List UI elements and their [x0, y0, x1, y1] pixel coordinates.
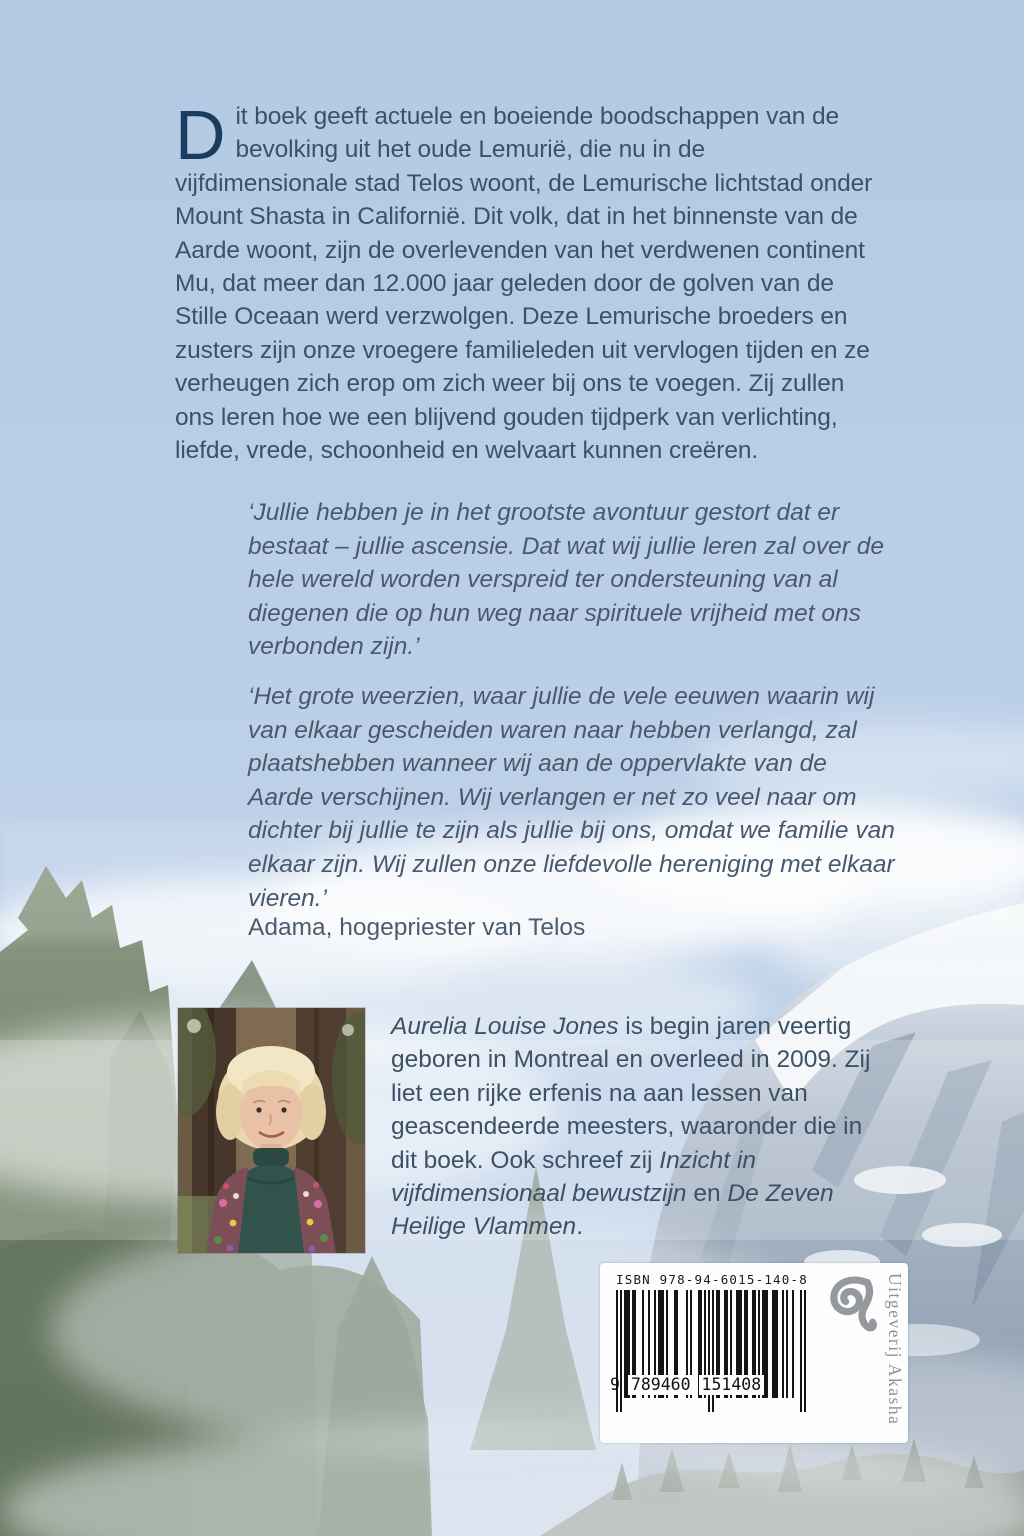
- author-section: [178, 1008, 878, 1253]
- isbn-label: ISBN 978-94-6015-140-8: [616, 1272, 808, 1287]
- book-title-1: Inzicht in vijfdimensionaal bewustzijn: [391, 1146, 756, 1208]
- author-photo: [178, 1008, 365, 1253]
- author-name: Aurelia Louise Jones: [391, 1013, 619, 1040]
- quote-attribution: Adama, hogepriester van Telos: [248, 914, 586, 941]
- author-bio: Aurelia Louise Jones is begin jaren veertig geboren in Montreal en overleed in 2009. Zij liet een rijke erfenis na aan lessen van geascendeerde meesters, waaronder die in dit boek. Ook schreef zij Inzicht in vijfdimensionaal bewustzijn en De Zeven Heilige Vlammen.: [391, 1013, 871, 1241]
- blurb-text: it boek geeft actuele en boeiende boodschappen van de bevolking uit het oude Lemurië, die nu in de vijfdimensionale stad Telos woont, de Lemurische lichtstad onder Mount Shasta in Californië. Dit volk, dat in het binnenste van de Aarde woont, zijn de overlevenden van het verdwenen continent Mu, dat meer dan 12.000 jaar geleden door de golven van de Stille Oceaan werd verzwolgen. Deze Lemurische broeders en zusters zijn onze vroegere familieleden uit vervlogen tijden en ze verheugen zich erop om zich weer bij ons te voegen. Zij zullen ons leren hoe we een blijvend gouden tijdperk van verlichting, liefde, vrede, schoonheid en welvaart kunnen creëren.: [175, 103, 873, 465]
- publisher-area: [822, 1263, 908, 1443]
- adama-quote-2: ‘Het grote weerzien, waar jullie de vele eeuwen waarin wij van elkaar gescheiden waren naar hebben verlangd, zal plaatshebben wanneer wij aan de oppervlakte van de Aarde verschijnen. Wij verlangen er net zo veel naar om dichter bij jullie te zijn als jullie bij ons, omdat we familie van elkaar zijn. Wij zullen onze liefdevolle hereniging met elkaar vieren.’: [248, 683, 895, 912]
- drop-cap: D: [175, 96, 226, 174]
- barcode-digits-group2: 151408: [699, 1375, 765, 1395]
- akasha-logo-icon: [824, 1273, 878, 1339]
- barcode-digits-group1: 789460: [628, 1375, 694, 1395]
- book-title-2: De Zeven Heilige Vlammen: [391, 1180, 834, 1241]
- barcode-digit-lead: 9: [610, 1375, 620, 1394]
- adama-quote-1: ‘Jullie hebben je in het grootste avontuur gestort dat er bestaat – jullie ascensie. Dat wat wij jullie leren zal over de hele wereld worden verspreid ter ondersteuning van al diegenen die op hun weg naar spirituele vrijheid met ons verbonden zijn.’: [248, 499, 884, 661]
- isbn-barcode-box: [600, 1263, 908, 1443]
- barcode-area: [600, 1263, 822, 1443]
- author-portrait-illustration: [178, 1008, 365, 1253]
- blurb-paragraph: [175, 96, 873, 467]
- barcode-digits: [610, 1375, 806, 1395]
- publisher-name: Uitgeverij Akasha: [885, 1273, 905, 1426]
- publisher-logo-wrap: [822, 1273, 882, 1443]
